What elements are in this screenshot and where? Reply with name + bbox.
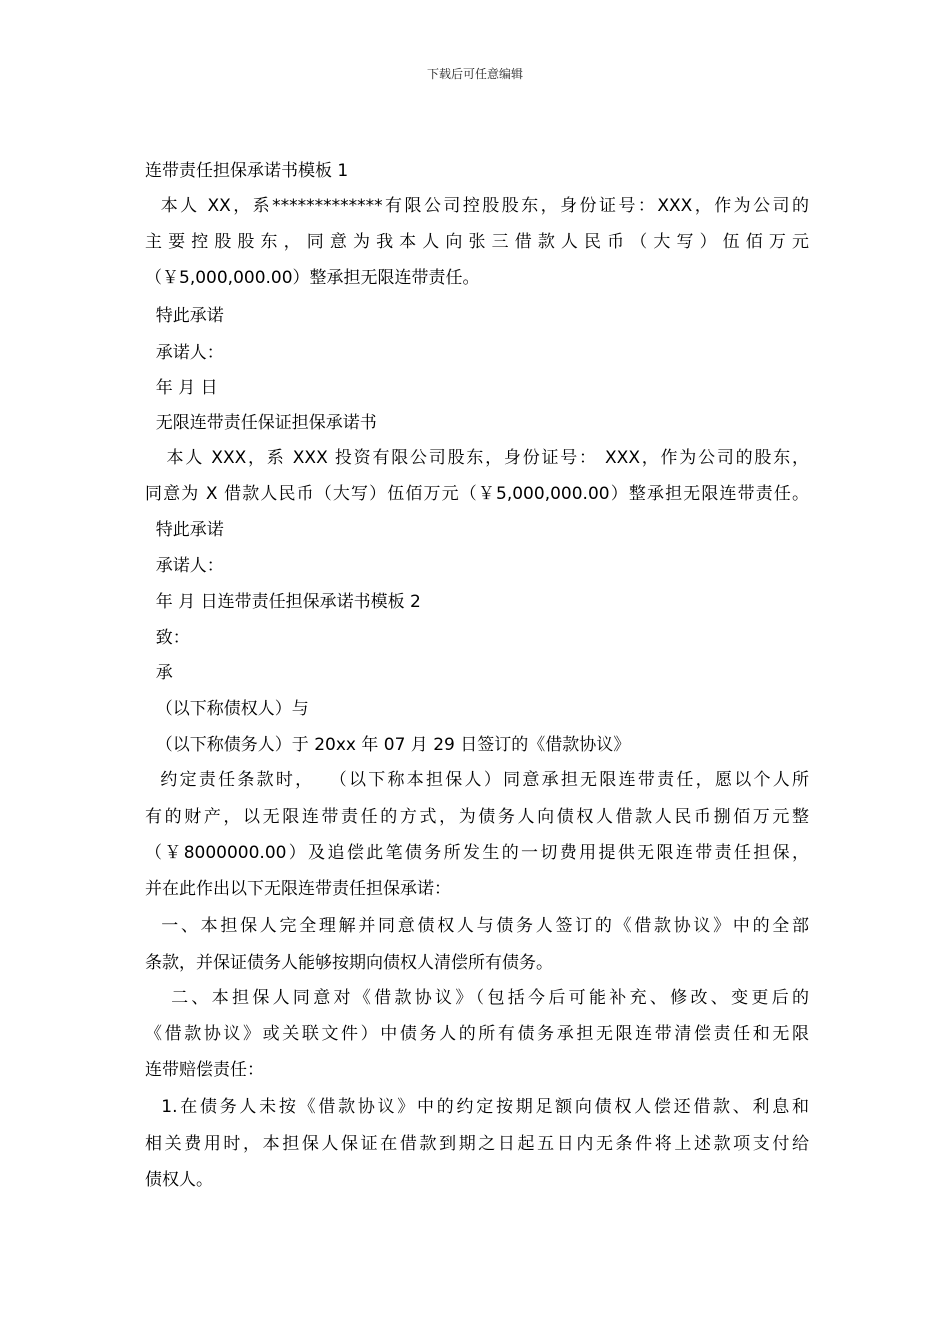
title-template-2: 年 月 日连带责任担保承诺书模板 2 — [145, 592, 421, 612]
paragraph-line: 条款，并保证债务人能够按期向债权人清偿所有债务。 — [145, 953, 553, 973]
paragraph-line: （￥8000000.00）及追偿此笔债务所发生的一切费用提供无限连带责任担保， — [145, 843, 809, 863]
paragraph-line: 致： — [145, 628, 190, 648]
paragraph-line: 承 — [145, 663, 173, 683]
paragraph-line: 约定责任条款时， （以下称本担保人）同意承担无限连带责任，愿以个人所 — [145, 770, 809, 790]
paragraph-line: 债权人。 — [145, 1170, 213, 1190]
paragraph-line: （以下称债权人）与 — [145, 699, 309, 719]
paragraph-line: 1.在债务人未按《借款协议》中的约定按期足额向债权人偿还借款、利息和 — [145, 1097, 809, 1117]
paragraph-line: 连带赔偿责任： — [145, 1060, 264, 1080]
paragraph-line: （￥5,000,000.00）整承担无限连带责任。 — [145, 268, 480, 288]
paragraph-line: 有的财产，以无限连带责任的方式，为债务人向债权人借款人民币捌佰万元整 — [145, 807, 809, 827]
paragraph-line: 并在此作出以下无限连带责任担保承诺： — [145, 879, 451, 899]
paragraph-line: 二、本担保人同意对《借款协议》（包括今后可能补充、修改、变更后的 — [145, 988, 809, 1008]
paragraph-line: 本人 XX，系*************有限公司控股股东，身份证号：XXX，作为公司的 — [145, 196, 809, 216]
paragraph-line: 同意为 X 借款人民币（大写）伍佰万元（￥5,000,000.00）整承担无限连带责任。 — [145, 484, 809, 504]
paragraph-line: 一、本担保人完全理解并同意债权人与债务人签订的《借款协议》中的全部 — [145, 916, 809, 936]
paragraph-line: 《借款协议》或关联文件）中债务人的所有债务承担无限连带清偿责任和无限 — [145, 1024, 809, 1044]
paragraph-line: 主要控股股东，同意为我本人向张三借款人民币（大写）伍佰万元 — [145, 232, 809, 252]
section-title: 无限连带责任保证担保承诺书 — [145, 413, 377, 433]
paragraph-line: 特此承诺 — [145, 520, 224, 540]
page-header-note: 下载后可任意编辑 — [426, 67, 523, 81]
paragraph-line: （以下称债务人）于 20xx 年 07 月 29 日签订的《借款协议》 — [145, 735, 631, 755]
paragraph-line: 相关费用时，本担保人保证在借款到期之日起五日内无条件将上述款项支付给 — [145, 1134, 809, 1154]
paragraph-line: 年 月 日 — [145, 378, 218, 398]
paragraph-line: 承诺人： — [145, 343, 224, 363]
paragraph-line: 特此承诺 — [145, 306, 224, 326]
paragraph-line: 承诺人： — [145, 556, 224, 576]
title-template-1: 连带责任担保承诺书模板 1 — [145, 161, 349, 181]
paragraph-line: 本人 XXX，系 XXX 投资有限公司股东，身份证号： XXX，作为公司的股东， — [145, 448, 809, 468]
